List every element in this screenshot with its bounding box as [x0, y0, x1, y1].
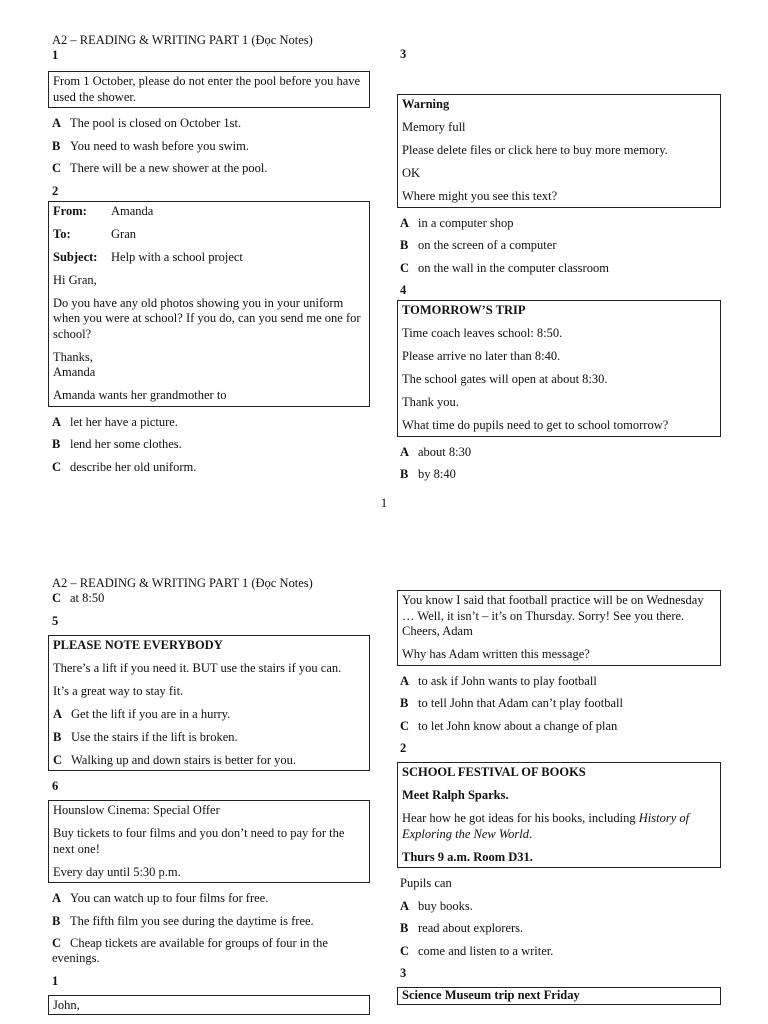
options-q4 [397, 445, 721, 483]
notice-line: The school gates will open at about 8:30. [402, 372, 608, 386]
email-from: From: Amanda [53, 203, 154, 218]
festival-description: Hear how he got ideas for his books, including History of Exploring the New World. [402, 811, 690, 841]
option-c: C on the wall in the computer classroom [400, 260, 609, 275]
options-s2 [397, 876, 721, 981]
message-box-s1 [397, 590, 721, 666]
question-number: 2 [400, 741, 407, 755]
option-b: B lend her some clothes. [52, 437, 182, 451]
question-number: 1 [52, 973, 59, 988]
question-text: What time do pupils need to get to school tomorrow? [402, 418, 669, 432]
question-text: Where might you see this text? [402, 189, 558, 203]
question-text: Pupils can [400, 876, 452, 890]
notice-line: There’s a lift if you need it. BUT use the stairs if you can. [53, 660, 342, 675]
question-number: 1 [52, 48, 59, 62]
option-c: C Cheap tickets are available for groups of four in the evenings. [52, 936, 328, 965]
option-b: B on the screen of a computer [400, 238, 557, 252]
option-a: A let her have a picture. [52, 414, 178, 429]
options-q6 [48, 891, 370, 989]
email-signoff: Amanda [53, 365, 96, 379]
option-a: A You can watch up to four films for free. [52, 891, 269, 905]
option-c: C to let John know about a change of plan [400, 718, 618, 733]
festival-when: Thurs 9 a.m. Room D31. [402, 849, 533, 864]
notice-title: TOMORROW’S TRIP [402, 303, 526, 317]
page1-right-column [397, 47, 721, 482]
page-number: 1 [380, 496, 388, 510]
message-greeting: John, [53, 997, 80, 1012]
notice-line: Please arrive no later than 8:40. [402, 349, 561, 363]
options-q2 [48, 415, 370, 475]
notice-box-q4 [397, 300, 721, 437]
trip-box-s3 [397, 987, 721, 1005]
warning-ok: OK [402, 166, 421, 180]
page2-right-column [397, 590, 721, 1005]
festival-title: SCHOOL FESTIVAL OF BOOKS [402, 765, 586, 779]
page-header: A2 – READING & WRITING PART 1 (Đọc Notes) [52, 33, 313, 47]
warning-line: Please delete files or click here to buy more memory. [402, 143, 668, 157]
question-number: 2 [52, 183, 59, 198]
page2-left-column [48, 576, 370, 1015]
notice-box-q1 [48, 71, 370, 108]
festival-subtitle: Meet Ralph Sparks. [402, 788, 509, 802]
email-to: To: Gran [53, 226, 136, 241]
question-number: 5 [52, 613, 59, 628]
option-c: C describe her old uniform. [52, 459, 197, 474]
email-subject: Subject: Help with a school project [53, 249, 243, 264]
question-number: 4 [400, 283, 407, 297]
email-body: Do you have any old photos showing you in your uniform when you were at school? If you do, can you send me one for school? [53, 295, 361, 341]
message-text: You know I said that football practice will be on Wednesday … Well, it isn’t – it’s on Thursday. Sorry! See you there. Cheers, Adam [402, 593, 704, 638]
option-b: B The fifth film you see during the daytime is free. [52, 913, 314, 928]
option-b: B to tell John that Adam can’t play football [400, 696, 623, 710]
warning-line: Memory full [402, 120, 466, 134]
option-b: B You need to wash before you swim. [52, 138, 249, 153]
notice-line: Hounslow Cinema: Special Offer [53, 803, 220, 817]
option-a: A in a computer shop [400, 215, 514, 230]
question-text: Amanda wants her grandmother to [53, 388, 227, 402]
option-c: C at 8:50 [52, 591, 105, 605]
option-a: A Get the lift if you are in a hurry. [53, 706, 231, 721]
notice-line: Time coach leaves school: 8:50. [402, 326, 563, 340]
notice-title: PLEASE NOTE EVERYBODY [53, 637, 223, 652]
question-number: 3 [400, 47, 407, 61]
message-box-s1-start [48, 995, 370, 1015]
warning-box-q3 [397, 94, 721, 208]
option-a: A buy books. [400, 898, 473, 913]
question-text: Why has Adam written this message? [402, 647, 590, 661]
notice-line: It’s a great way to stay fit. [53, 683, 184, 698]
option-a: A The pool is closed on October 1st. [52, 116, 242, 130]
notice-line: Every day until 5:30 p.m. [53, 864, 181, 879]
email-box-q2 [48, 201, 370, 407]
option-c: C come and listen to a writer. [400, 943, 554, 958]
option-a: A to ask if John wants to play football [400, 673, 597, 688]
question-number: 6 [52, 779, 59, 793]
notice-box-q5 [48, 635, 370, 772]
page-header: A2 – READING & WRITING PART 1 (Đọc Notes) [52, 576, 313, 590]
option-b: B Use the stairs if the lift is broken. [53, 729, 238, 744]
trip-title: Science Museum trip next Friday [402, 988, 580, 1002]
option-a: A about 8:30 [400, 444, 472, 459]
option-b: B read about explorers. [400, 921, 524, 935]
options-q3 [397, 216, 721, 299]
notice-text: From 1 October, please do not enter the pool before you have used the shower. [53, 74, 361, 104]
option-c: C Walking up and down stairs is better for you. [53, 752, 296, 767]
options-q1 [48, 116, 370, 199]
festival-box-s2 [397, 762, 721, 868]
notice-line: Thank you. [402, 395, 459, 409]
page1-left-column [48, 33, 370, 475]
notice-box-q6 [48, 800, 370, 883]
email-greeting: Hi Gran, [53, 272, 97, 287]
option-b: B by 8:40 [400, 467, 456, 481]
email-thanks: Thanks, [53, 349, 93, 364]
warning-title: Warning [402, 97, 450, 111]
notice-line: Buy tickets to four films and you don’t need to pay for the next one! [53, 826, 345, 856]
question-number: 3 [400, 966, 407, 980]
options-s1 [397, 674, 721, 757]
option-c: C There will be a new shower at the pool. [52, 161, 268, 175]
